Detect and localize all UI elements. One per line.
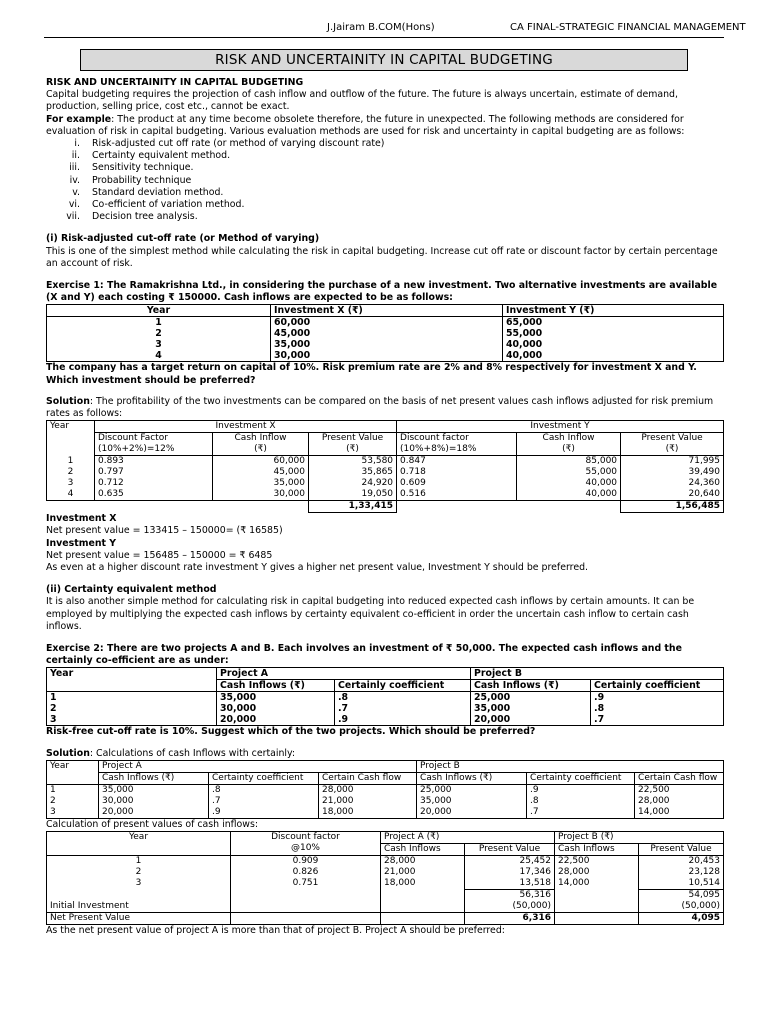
header-unit: (₹) xyxy=(254,444,267,455)
list-number: vi. xyxy=(68,198,80,210)
table-row xyxy=(47,317,724,329)
cell: .8 xyxy=(527,796,635,807)
cell: 40,000 xyxy=(517,478,621,489)
header-project-b: Project B xyxy=(417,760,724,772)
cell: 0.909 xyxy=(231,856,381,868)
header-author: J.Jairam B.COM(Hons) xyxy=(327,22,435,33)
table-row xyxy=(47,867,724,878)
present-value-table xyxy=(46,831,724,925)
intro-heading: RISK AND UNCERTAINITY IN CAPITAL BUDGETING xyxy=(46,77,304,88)
table-header-row xyxy=(47,680,724,692)
header-present-value: Present Value xyxy=(641,433,703,444)
initial-investment-label: Initial Investment xyxy=(47,901,231,913)
table-row xyxy=(47,703,724,714)
list-number: vii. xyxy=(66,211,80,223)
cell-x: 45,000 xyxy=(271,328,503,339)
header-investment-y: Investment Y xyxy=(397,421,724,433)
table-row xyxy=(47,328,724,339)
cell: 35,865 xyxy=(309,467,397,478)
header-discount-factor: Discount Factor xyxy=(98,433,168,444)
table-row xyxy=(47,784,724,796)
npv-a: 6,316 xyxy=(465,913,555,925)
cell: 39,490 xyxy=(621,467,724,478)
header-unit: (₹) xyxy=(346,444,359,455)
exercise2-conclusion: As the net present value of project A is more than that of project B. Project A should be preferred: xyxy=(46,925,505,936)
cell: 30,000 xyxy=(217,703,335,714)
cell: 14,000 xyxy=(635,807,724,819)
table-header-row xyxy=(47,421,724,433)
cell: 22,500 xyxy=(555,856,639,868)
cell: 30,000 xyxy=(213,489,309,501)
table-header-row xyxy=(47,668,724,680)
cell: 45,000 xyxy=(213,467,309,478)
list-number: ii. xyxy=(71,150,80,162)
initial-b: (50,000) xyxy=(639,901,724,913)
header-year: Year xyxy=(47,832,231,844)
investment-x-label: Investment X xyxy=(46,513,117,525)
header-discount-factor: Discount factor xyxy=(400,433,469,444)
exercise2-table xyxy=(46,667,724,726)
cell-year: 2 xyxy=(47,796,99,807)
cell: .9 xyxy=(591,692,724,704)
header-certainty-coefficient: Certainty coefficient xyxy=(209,772,319,784)
cell: 0.847 xyxy=(397,456,517,468)
cell: 28,000 xyxy=(381,856,465,868)
table-header-row xyxy=(47,844,724,856)
cell: 22,500 xyxy=(635,784,724,796)
header-project-a: Project A xyxy=(217,668,471,680)
header-cash-inflows: Cash Inflows (₹) xyxy=(99,772,209,784)
cell: 35,000 xyxy=(417,796,527,807)
header-project-a: Project A (₹) xyxy=(381,832,555,844)
table-row xyxy=(47,478,724,489)
header-rule xyxy=(44,37,724,38)
table-row xyxy=(47,456,724,468)
total-y: 1,56,485 xyxy=(621,501,724,513)
npv-b: 4,095 xyxy=(639,913,724,925)
exercise1-question2: The company has a target return on capital of 10%. Risk premium rate are 2% and 8% respectively for investment X and Y. Which investment should be preferred? xyxy=(46,362,697,386)
cell: .7 xyxy=(591,714,724,726)
table-header-row xyxy=(47,433,724,456)
cell-year: 3 xyxy=(47,807,99,819)
table-row xyxy=(47,807,724,819)
header-investment-x: Investment X (₹) xyxy=(271,305,503,317)
investment-y-npv: Net present value = 156485 – 150000 = ₹ 6485 xyxy=(46,549,273,561)
initial-a: (50,000) xyxy=(465,901,555,913)
cell: 21,000 xyxy=(319,796,417,807)
cell-year: 2 xyxy=(47,328,271,339)
header-investment-x: Investment X xyxy=(95,421,397,433)
exercise1-table xyxy=(46,304,724,362)
table-row xyxy=(47,467,724,478)
intro-example xyxy=(46,114,724,138)
header-year: Year xyxy=(47,305,271,317)
table-row xyxy=(47,350,724,362)
header-unit: (₹) xyxy=(665,444,679,455)
cell: 28,000 xyxy=(555,867,639,878)
cell-y: 40,000 xyxy=(503,350,724,362)
cell: 18,000 xyxy=(319,807,417,819)
header-discount-rate: @10% xyxy=(290,843,320,853)
section2-heading: (ii) Certainty equivalent method xyxy=(46,584,217,596)
cell: 24,920 xyxy=(309,478,397,489)
cell: 85,000 xyxy=(517,456,621,468)
cell: 0.826 xyxy=(231,867,381,878)
list-number: v. xyxy=(72,186,80,198)
cell-year: 3 xyxy=(47,878,231,890)
cell: 35,000 xyxy=(99,784,209,796)
list-text: Probability technique xyxy=(92,174,192,186)
section1-heading: (i) Risk-adjusted cut-off rate (or Method of varying) xyxy=(46,233,320,245)
cell: 18,000 xyxy=(381,878,465,890)
cell: .8 xyxy=(209,784,319,796)
cell: 0.893 xyxy=(95,456,213,468)
cell: 35,000 xyxy=(471,703,591,714)
document-body xyxy=(46,77,724,937)
cell: .8 xyxy=(591,703,724,714)
header-cash-inflows: Cash Inflows xyxy=(381,844,465,856)
exercise1-question: Exercise 1: The Ramakrishna Ltd., in considering the purchase of a new investment. Two alternative investments are available (X and Y) each costing ₹ 150000. Cash inflows are expected to be as follows: xyxy=(46,279,718,304)
table-row xyxy=(47,489,724,501)
cell-y: 55,000 xyxy=(503,328,724,339)
cell: .9 xyxy=(527,784,635,796)
cell: 25,000 xyxy=(417,784,527,796)
header-discount-factor: Discount factor xyxy=(271,832,340,842)
table-row xyxy=(47,856,724,868)
total-x: 1,33,415 xyxy=(309,501,397,513)
cell-year: 1 xyxy=(47,317,271,329)
cell: .7 xyxy=(527,807,635,819)
cell: 23,128 xyxy=(639,867,724,878)
total-a: 56,316 xyxy=(465,890,555,902)
cell-year: 1 xyxy=(47,456,95,468)
list-item xyxy=(46,150,724,162)
header-project-b: Project B xyxy=(471,668,724,680)
header-course: CA FINAL-STRATEGIC FINANCIAL MANAGEMENT xyxy=(510,22,746,33)
header-discount-rate: (10%+8%)=18% xyxy=(400,444,477,455)
cell: 35,000 xyxy=(217,692,335,704)
header-cash-inflows: Cash Inflows (₹) xyxy=(471,680,591,692)
cell: 21,000 xyxy=(381,867,465,878)
pv-caption: Calculation of present values of cash inflows: xyxy=(46,818,259,830)
header-certainly-coefficient: Certainly coefficient xyxy=(335,680,471,692)
cell: 20,000 xyxy=(471,714,591,726)
header-investment-y: Investment Y (₹) xyxy=(503,305,724,317)
cell: 20,000 xyxy=(99,807,209,819)
table-row xyxy=(47,692,724,704)
investment-x-npv: Net present value = 133415 – 150000= (₹ 16585) xyxy=(46,525,283,537)
list-number: i. xyxy=(74,138,80,150)
table-header-row xyxy=(47,305,724,317)
section2-paragraph: It is also another simple method for calculating risk in capital budgeting into reduced expected cash inflows by certain amounts. It can be employed by multiplying the expected cash inflows by certainty equivalent co-efficient in order the uncertain cash inflow to certain cash inflows. xyxy=(46,596,695,632)
cell-year: 2 xyxy=(47,703,217,714)
cell: 0.516 xyxy=(397,489,517,501)
table-total-row xyxy=(47,501,724,513)
cell: 24,360 xyxy=(621,478,724,489)
solution-text: : Calculations of cash Inflows with certainly: xyxy=(89,747,296,759)
cell: 20,000 xyxy=(417,807,527,819)
list-text: Co-efficient of variation method. xyxy=(92,198,245,210)
cell: 28,000 xyxy=(319,784,417,796)
exercise2-question: Exercise 2: There are two projects A and B. Each involves an investment of ₹ 50,000. The expected cash inflows and the certainly co-efficient are as under: xyxy=(46,642,682,667)
cell: 20,000 xyxy=(217,714,335,726)
table-header-row xyxy=(47,832,724,844)
cell: 10,514 xyxy=(639,878,724,890)
cell-year: 2 xyxy=(47,467,95,478)
exercise1-conclusion: As even at a higher discount rate investment Y gives a higher net present value, Investment Y should be preferred. xyxy=(46,561,589,573)
table-row xyxy=(47,339,724,350)
header-project-b: Project B (₹) xyxy=(555,832,724,844)
cell-year: 1 xyxy=(47,692,217,704)
solution-label: Solution xyxy=(46,747,90,759)
exercise1-solution xyxy=(46,396,724,420)
table-row xyxy=(47,890,724,902)
header-year: Year xyxy=(47,668,217,680)
investment-y-label: Investment Y xyxy=(46,537,117,549)
list-text: Standard deviation method. xyxy=(92,186,224,198)
npv-label: Net Present Value xyxy=(47,913,231,925)
page-title: RISK AND UNCERTAINITY IN CAPITAL BUDGETING xyxy=(80,49,688,71)
total-b: 54,095 xyxy=(639,890,724,902)
cell: 0.635 xyxy=(95,489,213,501)
methods-list xyxy=(46,138,724,223)
table-header-row xyxy=(47,760,724,772)
header-certain-cash-flow: Certain Cash flow xyxy=(319,772,417,784)
cell: .9 xyxy=(335,714,471,726)
list-text: Decision tree analysis. xyxy=(92,211,198,223)
cell: 0.712 xyxy=(95,478,213,489)
header-certain-cash-flow: Certain Cash flow xyxy=(635,772,724,784)
list-text: Risk-adjusted cut off rate (or method of varying discount rate) xyxy=(92,138,385,150)
header-certainly-coefficient: Certainly coefficient xyxy=(591,680,724,692)
cell-year: 4 xyxy=(47,489,95,501)
list-number: iii. xyxy=(69,162,80,174)
cell: .9 xyxy=(209,807,319,819)
header-unit: (₹) xyxy=(562,444,575,455)
cell: 30,000 xyxy=(99,796,209,807)
cell: .8 xyxy=(335,692,471,704)
cell: 14,000 xyxy=(555,878,639,890)
table-row xyxy=(47,714,724,726)
list-item xyxy=(46,211,724,223)
exercise1-solution-table xyxy=(46,420,724,513)
cell: 40,000 xyxy=(517,489,621,501)
list-item xyxy=(46,162,724,174)
header-present-value: Present Value xyxy=(321,433,384,444)
cell-x: 30,000 xyxy=(271,350,503,362)
header-certainty-coefficient: Certainty coefficient xyxy=(527,772,635,784)
table-row xyxy=(47,913,724,925)
cell: 35,000 xyxy=(213,478,309,489)
header-year: Year xyxy=(47,421,95,433)
intro-paragraph: Capital budgeting requires the projection of cash inflow and outflow of the future. The future is always uncertain, estimate of demand, production, selling price, cost etc., cannot be exact. xyxy=(46,89,678,113)
cell-x: 35,000 xyxy=(271,339,503,350)
header-cash-inflows: Cash Inflows (₹) xyxy=(417,772,527,784)
solution-text: : The profitability of the two investments can be compared on the basis of net present values cash inflows adjusted for risk premium rates as follows: xyxy=(46,395,714,419)
header-cash-inflows: Cash Inflows (₹) xyxy=(217,680,335,692)
list-item xyxy=(46,175,724,187)
section1-paragraph: This is one of the simplest method while calculating the risk in capital budgeting. Increase cut off rate or discount factor by certain percentage an account of risk. xyxy=(46,245,718,269)
list-item xyxy=(46,187,724,199)
cell: 25,452 xyxy=(465,856,555,868)
header-cash-inflow: Cash Inflow xyxy=(234,433,287,444)
cell: 0.609 xyxy=(397,478,517,489)
cell: 53,580 xyxy=(309,456,397,468)
example-text: : The product at any time become obsolete therefore, the future in unexpected. The following methods are considered for evaluation of risk in capital budgeting. Various evaluation methods are used for risk and uncertainty in capital budgeting are as follows: xyxy=(46,113,685,137)
header-present-value: Present Value xyxy=(465,844,555,856)
cell-y: 40,000 xyxy=(503,339,724,350)
cell-year: 4 xyxy=(47,350,271,362)
cell-year: 3 xyxy=(47,339,271,350)
list-item xyxy=(46,199,724,211)
header-cash-inflows: Cash Inflows xyxy=(555,844,639,856)
list-text: Certainty equivalent method. xyxy=(92,150,231,162)
example-label: For example xyxy=(46,113,112,125)
cell: 19,050 xyxy=(309,489,397,501)
list-item xyxy=(46,138,724,150)
header-cash-inflow: Cash Inflow xyxy=(542,433,595,444)
list-text: Sensitivity technique. xyxy=(92,162,194,174)
table-header-row xyxy=(47,772,724,784)
cell: 71,995 xyxy=(621,456,724,468)
exercise2-question2: Risk-free cut-off rate is 10%. Suggest which of the two projects. Which should be preferred? xyxy=(46,726,536,738)
cell: 55,000 xyxy=(517,467,621,478)
cell: 0.718 xyxy=(397,467,517,478)
cell-year: 1 xyxy=(47,784,99,796)
cell-year: 3 xyxy=(47,478,95,489)
cell: 20,453 xyxy=(639,856,724,868)
cell: 0.751 xyxy=(231,878,381,890)
table-row xyxy=(47,796,724,807)
cell: 25,000 xyxy=(471,692,591,704)
table-row xyxy=(47,878,724,890)
exercise2-solution xyxy=(46,748,724,760)
list-number: iv. xyxy=(69,174,80,186)
cell: 0.797 xyxy=(95,467,213,478)
cell-year: 1 xyxy=(47,856,231,868)
cell-year: 2 xyxy=(47,867,231,878)
cell: .7 xyxy=(209,796,319,807)
cell: 20,640 xyxy=(621,489,724,501)
header-discount-rate: (10%+2%)=12% xyxy=(98,444,175,455)
cell: .7 xyxy=(335,703,471,714)
cell: 60,000 xyxy=(213,456,309,468)
cell: 13,518 xyxy=(465,878,555,890)
header-year: Year xyxy=(47,760,99,772)
header-project-a: Project A xyxy=(99,760,417,772)
solution-label: Solution xyxy=(46,395,90,407)
header-present-value: Present Value xyxy=(639,844,724,856)
table-row xyxy=(47,901,724,913)
cell: 28,000 xyxy=(635,796,724,807)
cell: 17,346 xyxy=(465,867,555,878)
exercise2-solution-table xyxy=(46,760,724,819)
cell-y: 65,000 xyxy=(503,317,724,329)
cell-year: 3 xyxy=(47,714,217,726)
cell-x: 60,000 xyxy=(271,317,503,329)
